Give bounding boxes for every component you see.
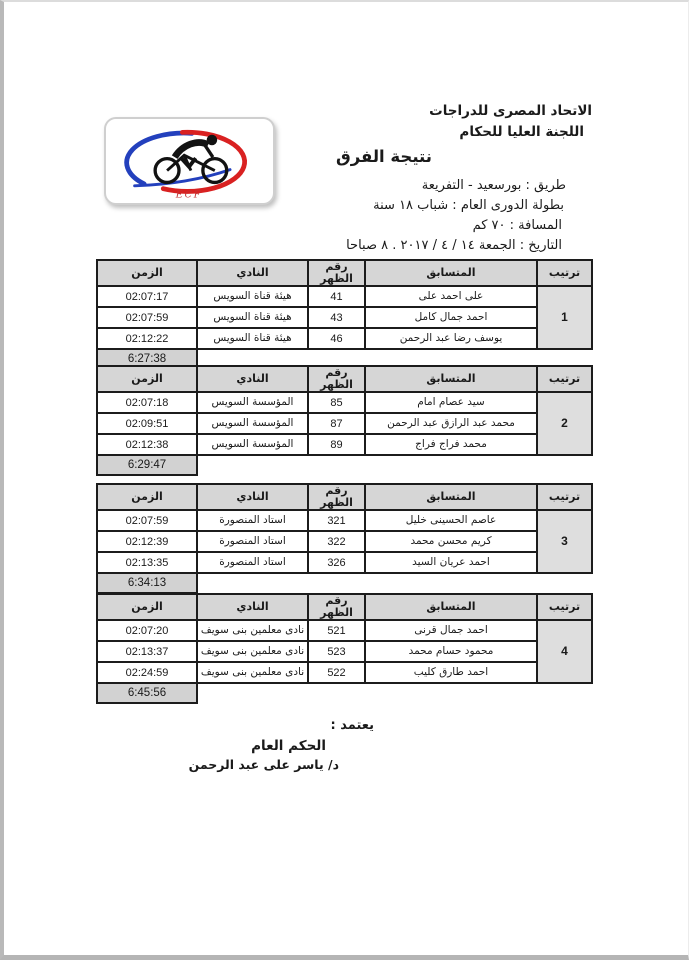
table-header-row — [97, 594, 592, 620]
bib-cell: 521 — [308, 620, 365, 641]
time-cell: 02:13:37 — [97, 641, 197, 662]
time-cell: 02:13:35 — [97, 552, 197, 573]
info-date: التاريخ : الجمعة ١٤ / ٤ / ٢٠١٧ . ٨ صباحا — [346, 238, 562, 253]
club-cell: استاد المنصورة — [197, 531, 308, 552]
bib-header: رقم الظهر — [308, 484, 365, 510]
rank-cell: 3 — [537, 510, 592, 573]
competitor-cell: سيد عصام امام — [365, 392, 537, 413]
ecf-logo-text: ECF — [175, 189, 203, 201]
competitor-header: المتسابق — [365, 260, 537, 286]
time-cell: 02:12:39 — [97, 531, 197, 552]
bib-cell: 326 — [308, 552, 365, 573]
bib-cell: 522 — [308, 662, 365, 683]
results-table-team-2 — [96, 365, 593, 476]
club-cell: هيئة قناة السويس — [197, 307, 308, 328]
bib-cell: 46 — [308, 328, 365, 349]
competitor-cell: عاصم الحسينى خليل — [365, 510, 537, 531]
competitor-header: المتسابق — [365, 594, 537, 620]
club-cell: هيئة قناة السويس — [197, 286, 308, 307]
bib-cell: 87 — [308, 413, 365, 434]
judge-name: د/ ياسر على عبد الرحمن — [188, 757, 339, 772]
club-cell: نادى معلمين بنى سويف — [197, 662, 308, 683]
club-header: النادي — [197, 594, 308, 620]
judge-title: الحكم العام — [251, 738, 326, 754]
competitor-cell: احمد جمال كامل — [365, 307, 537, 328]
club-cell: المؤسسة السويس — [197, 392, 308, 413]
bib-cell: 321 — [308, 510, 365, 531]
club-cell: المؤسسة السويس — [197, 413, 308, 434]
table-row — [97, 510, 592, 531]
document-title: نتيجة الفرق — [335, 147, 432, 166]
table-row — [97, 662, 592, 683]
rank-cell: 2 — [537, 392, 592, 455]
table-row — [97, 392, 592, 413]
table-row — [97, 307, 592, 328]
time-cell: 02:07:59 — [97, 307, 197, 328]
time-cell: 02:12:38 — [97, 434, 197, 455]
table-header-row — [97, 484, 592, 510]
bib-header: رقم الظهر — [308, 260, 365, 286]
time-header: الزمن — [97, 260, 197, 286]
competitor-cell: محمد عبد الرازق عبد الرحمن — [365, 413, 537, 434]
total-row-spacer — [197, 573, 592, 593]
time-cell: 02:07:20 — [97, 620, 197, 641]
rank-header: ترتيب — [537, 594, 592, 620]
competitor-cell: احمد عريان السيد — [365, 552, 537, 573]
competitor-cell: محمد فراج فراج — [365, 434, 537, 455]
table-row — [97, 641, 592, 662]
bib-cell: 41 — [308, 286, 365, 307]
time-cell: 02:24:59 — [97, 662, 197, 683]
bib-cell: 523 — [308, 641, 365, 662]
total-row — [97, 573, 592, 593]
club-cell: نادى معلمين بنى سويف — [197, 620, 308, 641]
info-championship: بطولة الدورى العام : شباب ١٨ سنة — [373, 198, 564, 213]
results-table-team-3 — [96, 483, 593, 594]
table-row — [97, 328, 592, 349]
table-row — [97, 434, 592, 455]
time-cell: 02:07:18 — [97, 392, 197, 413]
time-cell: 02:07:59 — [97, 510, 197, 531]
table-header-row — [97, 260, 592, 286]
table-row — [97, 531, 592, 552]
competitor-cell: يوسف رضا عبد الرحمن — [365, 328, 537, 349]
bib-cell: 43 — [308, 307, 365, 328]
bib-cell: 89 — [308, 434, 365, 455]
results-table-team-4 — [96, 593, 593, 704]
ecf-logo-graphic — [106, 119, 273, 203]
club-header: النادي — [197, 260, 308, 286]
bib-cell: 322 — [308, 531, 365, 552]
time-header: الزمن — [97, 594, 197, 620]
rank-header: ترتيب — [537, 366, 592, 392]
competitor-cell: محمود حسام محمد — [365, 641, 537, 662]
total-row-spacer — [197, 455, 592, 475]
ecf-logo — [104, 117, 275, 205]
competitor-header: المتسابق — [365, 366, 537, 392]
team-total-time: 6:34:13 — [97, 573, 197, 593]
bib-cell: 85 — [308, 392, 365, 413]
table-row — [97, 286, 592, 307]
table-row — [97, 413, 592, 434]
club-cell: نادى معلمين بنى سويف — [197, 641, 308, 662]
team-total-time: 6:27:38 — [97, 349, 197, 369]
time-cell: 02:12:22 — [97, 328, 197, 349]
club-header: النادي — [197, 366, 308, 392]
rank-header: ترتيب — [537, 260, 592, 286]
competitor-cell: على احمد على — [365, 286, 537, 307]
bib-header: رقم الظهر — [308, 366, 365, 392]
time-header: الزمن — [97, 366, 197, 392]
team-total-time: 6:45:56 — [97, 683, 197, 703]
approved-label: يعتمد : — [330, 718, 374, 733]
table-row — [97, 552, 592, 573]
club-cell: استاد المنصورة — [197, 552, 308, 573]
total-row — [97, 455, 592, 475]
info-road: طريق : بورسعيد - التفريعة — [421, 178, 566, 193]
club-header: النادي — [197, 484, 308, 510]
table-header-row — [97, 366, 592, 392]
time-cell: 02:09:51 — [97, 413, 197, 434]
info-distance: المسافة : ٧٠ كم — [472, 218, 562, 233]
rank-header: ترتيب — [537, 484, 592, 510]
competitor-cell: احمد جمال قرنى — [365, 620, 537, 641]
competitor-cell: احمد طارق كليب — [365, 662, 537, 683]
org-name-line: الاتحاد المصرى للدراجات — [429, 103, 592, 119]
time-cell: 02:07:17 — [97, 286, 197, 307]
total-row-spacer — [197, 683, 592, 703]
committee-line: اللجنة العليا للحكام — [459, 124, 584, 140]
rank-cell: 1 — [537, 286, 592, 349]
table-row — [97, 620, 592, 641]
club-cell: استاد المنصورة — [197, 510, 308, 531]
time-header: الزمن — [97, 484, 197, 510]
team-total-time: 6:29:47 — [97, 455, 197, 475]
competitor-header: المتسابق — [365, 484, 537, 510]
club-cell: المؤسسة السويس — [197, 434, 308, 455]
rank-cell: 4 — [537, 620, 592, 683]
club-cell: هيئة قناة السويس — [197, 328, 308, 349]
results-table-team-1 — [96, 259, 593, 370]
bib-header: رقم الظهر — [308, 594, 365, 620]
competitor-cell: كريم محسن محمد — [365, 531, 537, 552]
total-row — [97, 683, 592, 703]
